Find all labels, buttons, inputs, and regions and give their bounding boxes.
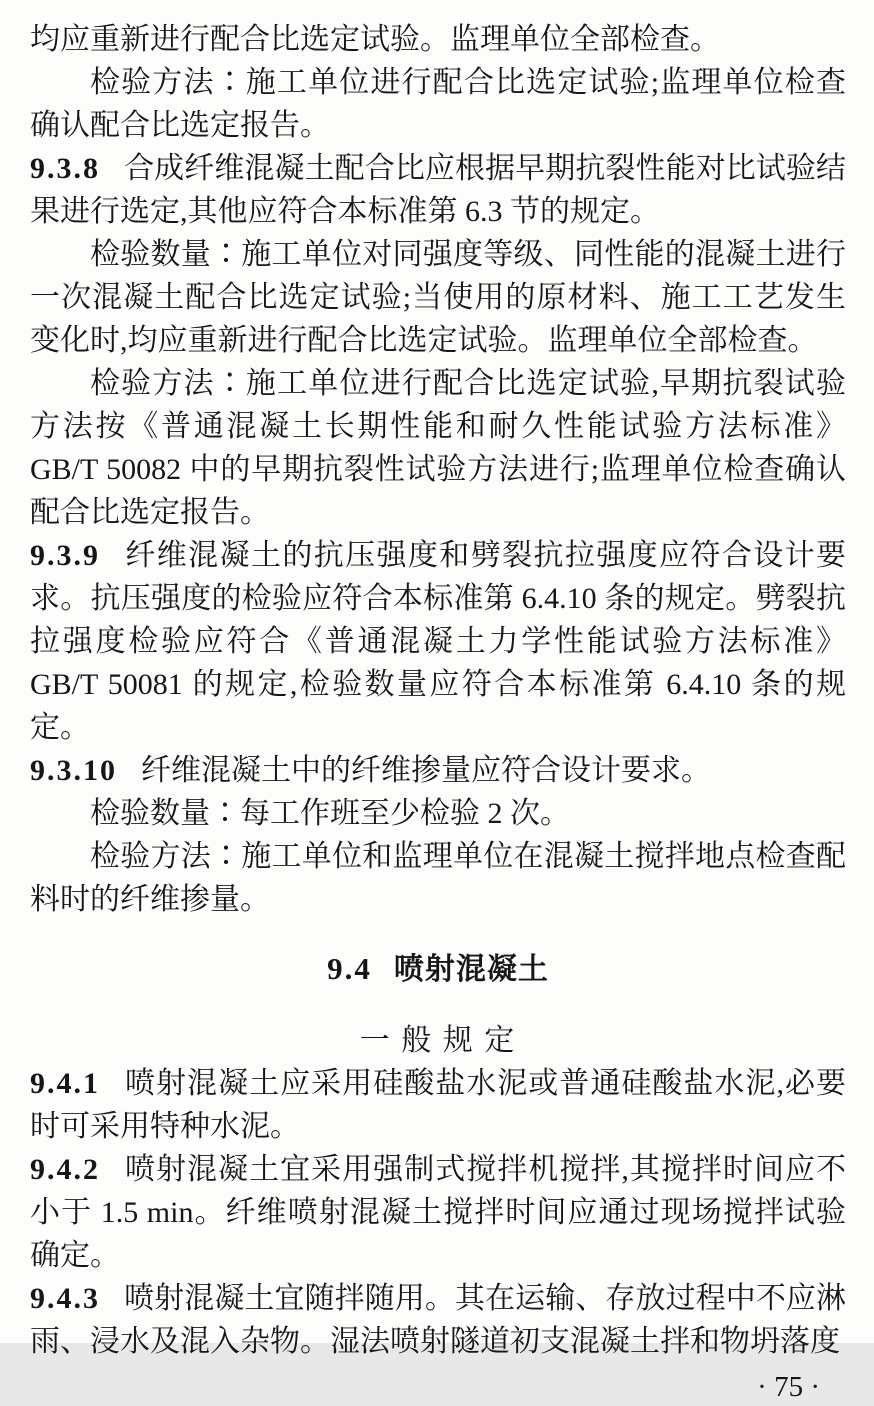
clause-paragraph-941 [30,1062,846,1148]
clause-paragraph-939 [30,534,846,749]
clause-number: 9.4.1 [30,1067,100,1100]
paragraph-inspection-quantity: 检验数量∶施工单位对同强度等级、同性能的混凝土进行一次混凝土配合比选定试验;当使用的原材料、施工工艺发生变化时,均应重新进行配合比选定试验。监理单位全部检查。 [30,238,846,357]
section-title: 喷射混凝土 [393,953,549,986]
paragraph-inspection-quantity: 检验数量∶每工作班至少检验 2 次。 [90,797,570,830]
clause-text: 纤维混凝土中的纤维掺量应符合设计要求。 [141,754,711,787]
paragraph-continuation: 均应重新进行配合比选定试验。监理单位全部检查。 [30,23,720,56]
section-heading [30,947,846,991]
clause-paragraph-942 [30,1148,846,1277]
clause-text: 喷射混凝土应采用硅酸盐水泥或普通硅酸盐水泥,必要时可采用特种水泥。 [30,1067,846,1143]
clause-paragraph-9310 [30,749,846,792]
clause-number: 9.4.2 [30,1153,100,1186]
clause-text: 合成纤维混凝土配合比应根据早期抗裂性能对比试验结果进行选定,其他应符合本标准第 6.3 节的规定。 [30,152,846,228]
section-number: 9.4 [327,951,372,986]
page-number: · 75 · [757,1371,820,1403]
clause-text: 纤维混凝土的抗压强度和劈裂抗拉强度应符合设计要求。抗压强度的检验应符合本标准第 6.4.10 条的规定。劈裂抗拉强度检验应符合《普通混凝土力学性能试验方法标准》GB/T 50081 的规定,检验数量应符合本标准第 6.4.10 条的规定。 [30,539,846,744]
paragraph-inspection-method: 检验方法∶施工单位和监理单位在混凝土搅拌地点检查配料时的纤维掺量。 [30,840,846,916]
page-footer [30,1368,846,1406]
general-provisions-subheading: 一 般 规 定 [359,1024,517,1057]
clause-number: 9.3.10 [30,754,117,787]
clause-number: 9.4.3 [30,1282,100,1315]
clause-paragraph-943 [30,1277,846,1363]
clause-number: 9.3.8 [30,152,100,185]
clause-paragraph-938 [30,147,846,233]
clause-text: 喷射混凝土宜采用强制式搅拌机搅拌,其搅拌时间应不小于 1.5 min。纤维喷射混凝土搅拌时间应通过现场搅拌试验确定。 [30,1153,846,1272]
paragraph-inspection-method: 检验方法∶施工单位进行配合比选定试验;监理单位检查确认配合比选定报告。 [30,66,846,142]
clause-number: 9.3.9 [30,539,100,572]
clause-text: 喷射混凝土宜随拌随用。其在运输、存放过程中不应淋雨、浸水及混入杂物。湿法喷射隧道初支混凝土拌和物坍落度 [30,1282,846,1358]
paragraph-inspection-method: 检验方法∶施工单位进行配合比选定试验,早期抗裂试验方法按《普通混凝土长期性能和耐久性能试验方法标准》GB/T 50082 中的早期抗裂性试验方法进行;监理单位检查确认配合比选定报告。 [30,367,846,529]
